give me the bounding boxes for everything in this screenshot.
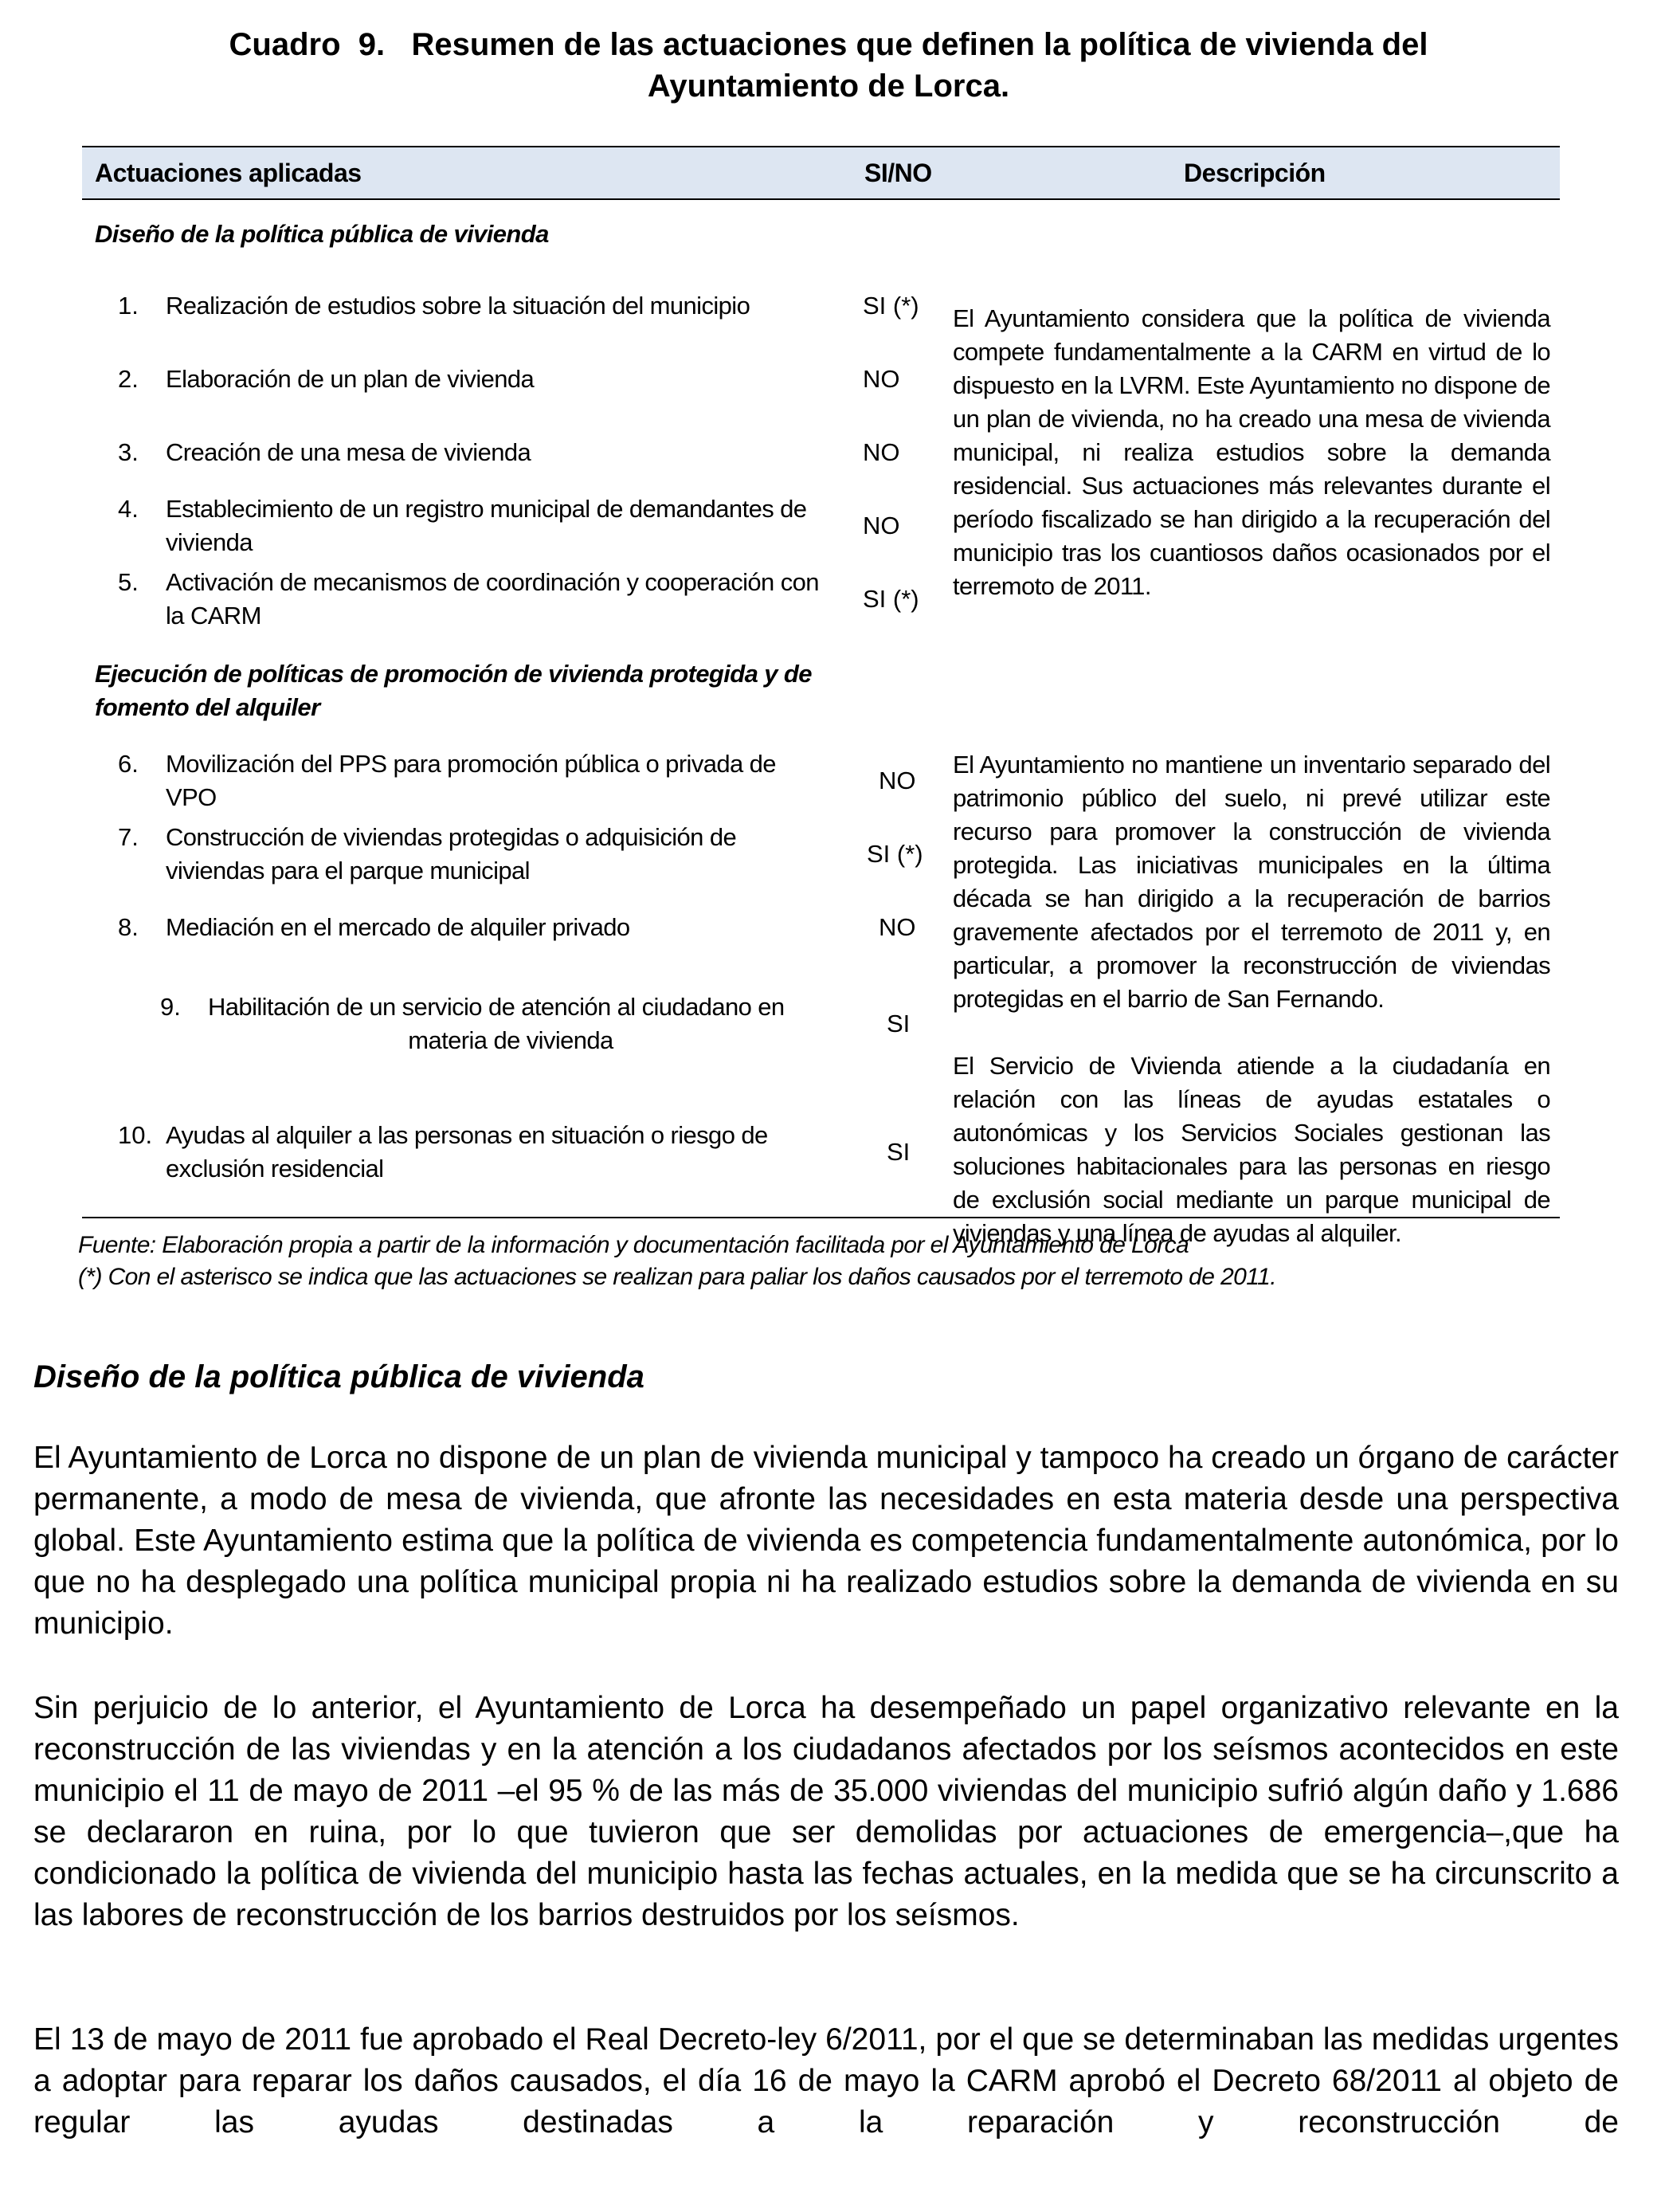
body-paragraph: El Ayuntamiento de Lorca no dispone de un plan de vivienda municipal y tampoco ha creado un órgano de carácter permanente, a modo de mesa de vivienda, que afronte las necesidades en esta materia desde una perspectiva global. Este Ayuntamiento estima que la política de vivienda es competencia fundamentalmente autonómica, por lo que no ha desplegado una política municipal propia ni ha realizado estudios sobre la demanda de vivienda en su municipio. xyxy=(33,1441,1619,1641)
item-si-no: NO xyxy=(863,438,900,466)
description-section-2a: El Ayuntamiento no mantiene un inventario separado del patrimonio público del suelo, ni prevé utilizar este recurso para promover la construcción de vivienda protegida. Las iniciativas municipales en la última década se han dirigido a la recuperación de barrios gravemente afectados por el terremoto de 2011 y, en particular, a promover la reconstrucción de viviendas protegidas en el barrio de San Fernando. xyxy=(953,751,1550,1013)
table-caption xyxy=(127,24,1530,107)
item-si-no: SI (*) xyxy=(863,585,919,613)
section-heading: Diseño de la política pública de vivienda xyxy=(33,1359,644,1394)
asterisk-note: (*) Con el asterisco se indica que las actuaciones se realizan para paliar los daños causados por el terremoto de 2011. xyxy=(78,1264,1276,1290)
description-section-2b: El Servicio de Vivienda atiende a la ciudadanía en relación con las líneas de ayudas estatales o autonómicas y los Servicios Sociales gestionan las soluciones habitacionales para las personas en riesgo de exclusión social mediante un parque municipal de viviendas y una línea de ayudas al alquiler. xyxy=(953,1052,1550,1247)
item-si-no: NO xyxy=(879,767,916,794)
item-number: 5. xyxy=(118,568,139,596)
section-title-diseno: Diseño de la política pública de vivienda xyxy=(95,220,549,248)
item-si-no: SI xyxy=(887,1138,911,1166)
item-si-no: NO xyxy=(879,913,916,941)
header-si-no: SI/NO xyxy=(864,159,932,187)
item-text: Movilización del PPS para promoción pública o privada de VPO xyxy=(166,750,776,811)
item-text: Habilitación de un servicio de atención al ciudadano en materia de vivienda xyxy=(208,993,785,1054)
item-number: 3. xyxy=(118,438,139,466)
item-number: 6. xyxy=(118,750,139,778)
caption-line-2: Ayuntamiento de Lorca. xyxy=(647,69,1010,104)
item-number: 10. xyxy=(118,1121,153,1149)
item-text: Ayudas al alquiler a las personas en situación o riesgo de exclusión residencial xyxy=(166,1121,768,1182)
item-si-no: NO xyxy=(863,365,900,393)
item-text: Mediación en el mercado de alquiler privado xyxy=(166,913,630,941)
item-si-no: SI (*) xyxy=(863,292,919,320)
item-number: 9. xyxy=(160,993,181,1021)
body-paragraph: El 13 de mayo de 2011 fue aprobado el Real Decreto-ley 6/2011, por el que se determinaban las medidas urgentes a adoptar para reparar los daños causados, el día 16 de mayo la CARM aprobó el Decreto 68/2011 al objeto de regular las ayudas destinadas a la reparación y reconstrucción de xyxy=(33,2022,1619,2139)
item-number: 2. xyxy=(118,365,139,393)
item-si-no: NO xyxy=(863,512,900,539)
source-note: Fuente: Elaboración propia a partir de la información y documentación facilitada por el Ayuntamiento de Lorca xyxy=(78,1232,1189,1258)
item-text: Creación de una mesa de vivienda xyxy=(166,438,531,466)
body-paragraph: Sin perjuicio de lo anterior, el Ayuntamiento de Lorca ha desempeñado un papel organizativo relevante en la reconstrucción de las viviendas y en la atención a los ciudadanos afectados por los seísmos acontecidos en este municipio el 11 de mayo de 2011 –el 95 % de las más de 35.000 viviendas del municipio sufrió algún daño y 1.686 se declararon en ruina, por lo que tuvieron que ser demolidas por actuaciones de emergencia–,que ha condicionado la política de vivienda del municipio hasta las fechas actuales, en la medida que se ha circunscrito a las labores de reconstrucción de los barrios destruidos por los seísmos. xyxy=(33,1691,1619,1932)
caption-line-1: Cuadro 9. Resumen de las actuaciones que definen la política de vivienda del xyxy=(229,27,1428,62)
item-si-no: SI xyxy=(887,1010,911,1037)
table-header-row xyxy=(82,146,1560,200)
item-text: Elaboración de un plan de vivienda xyxy=(166,365,535,393)
item-number: 4. xyxy=(118,495,139,523)
item-text: Establecimiento de un registro municipal de demandantes de vivienda xyxy=(166,495,807,556)
item-number: 8. xyxy=(118,913,139,941)
item-text: Realización de estudios sobre la situación del municipio xyxy=(166,292,750,320)
header-actuaciones: Actuaciones aplicadas xyxy=(95,159,362,187)
item-number: 7. xyxy=(118,823,139,851)
item-si-no: SI (*) xyxy=(867,840,923,868)
table-bottom-rule xyxy=(82,1217,1560,1218)
item-text: Construcción de viviendas protegidas o adquisición de viviendas para el parque municipal xyxy=(166,823,737,884)
header-descripcion: Descripción xyxy=(1184,159,1326,187)
item-number: 1. xyxy=(118,292,139,320)
description-section-1: El Ayuntamiento considera que la política de vivienda compete fundamentalmente a la CARM en virtud de lo dispuesto en la LVRM. Este Ayuntamiento no dispone de un plan de vivienda, no ha creado una mesa de vivienda municipal, ni realiza estudios sobre la demanda residencial. Sus actuaciones más relevantes durante el período fiscalizado se han dirigido a la recuperación del municipio tras los cuantiosos daños ocasionados por el terremoto de 2011. xyxy=(953,304,1550,600)
section-title-ejecucion: Ejecución de políticas de promoción de vivienda protegida y de fomento del alquiler xyxy=(95,660,812,721)
item-text: Activación de mecanismos de coordinación y cooperación con la CARM xyxy=(166,568,819,629)
